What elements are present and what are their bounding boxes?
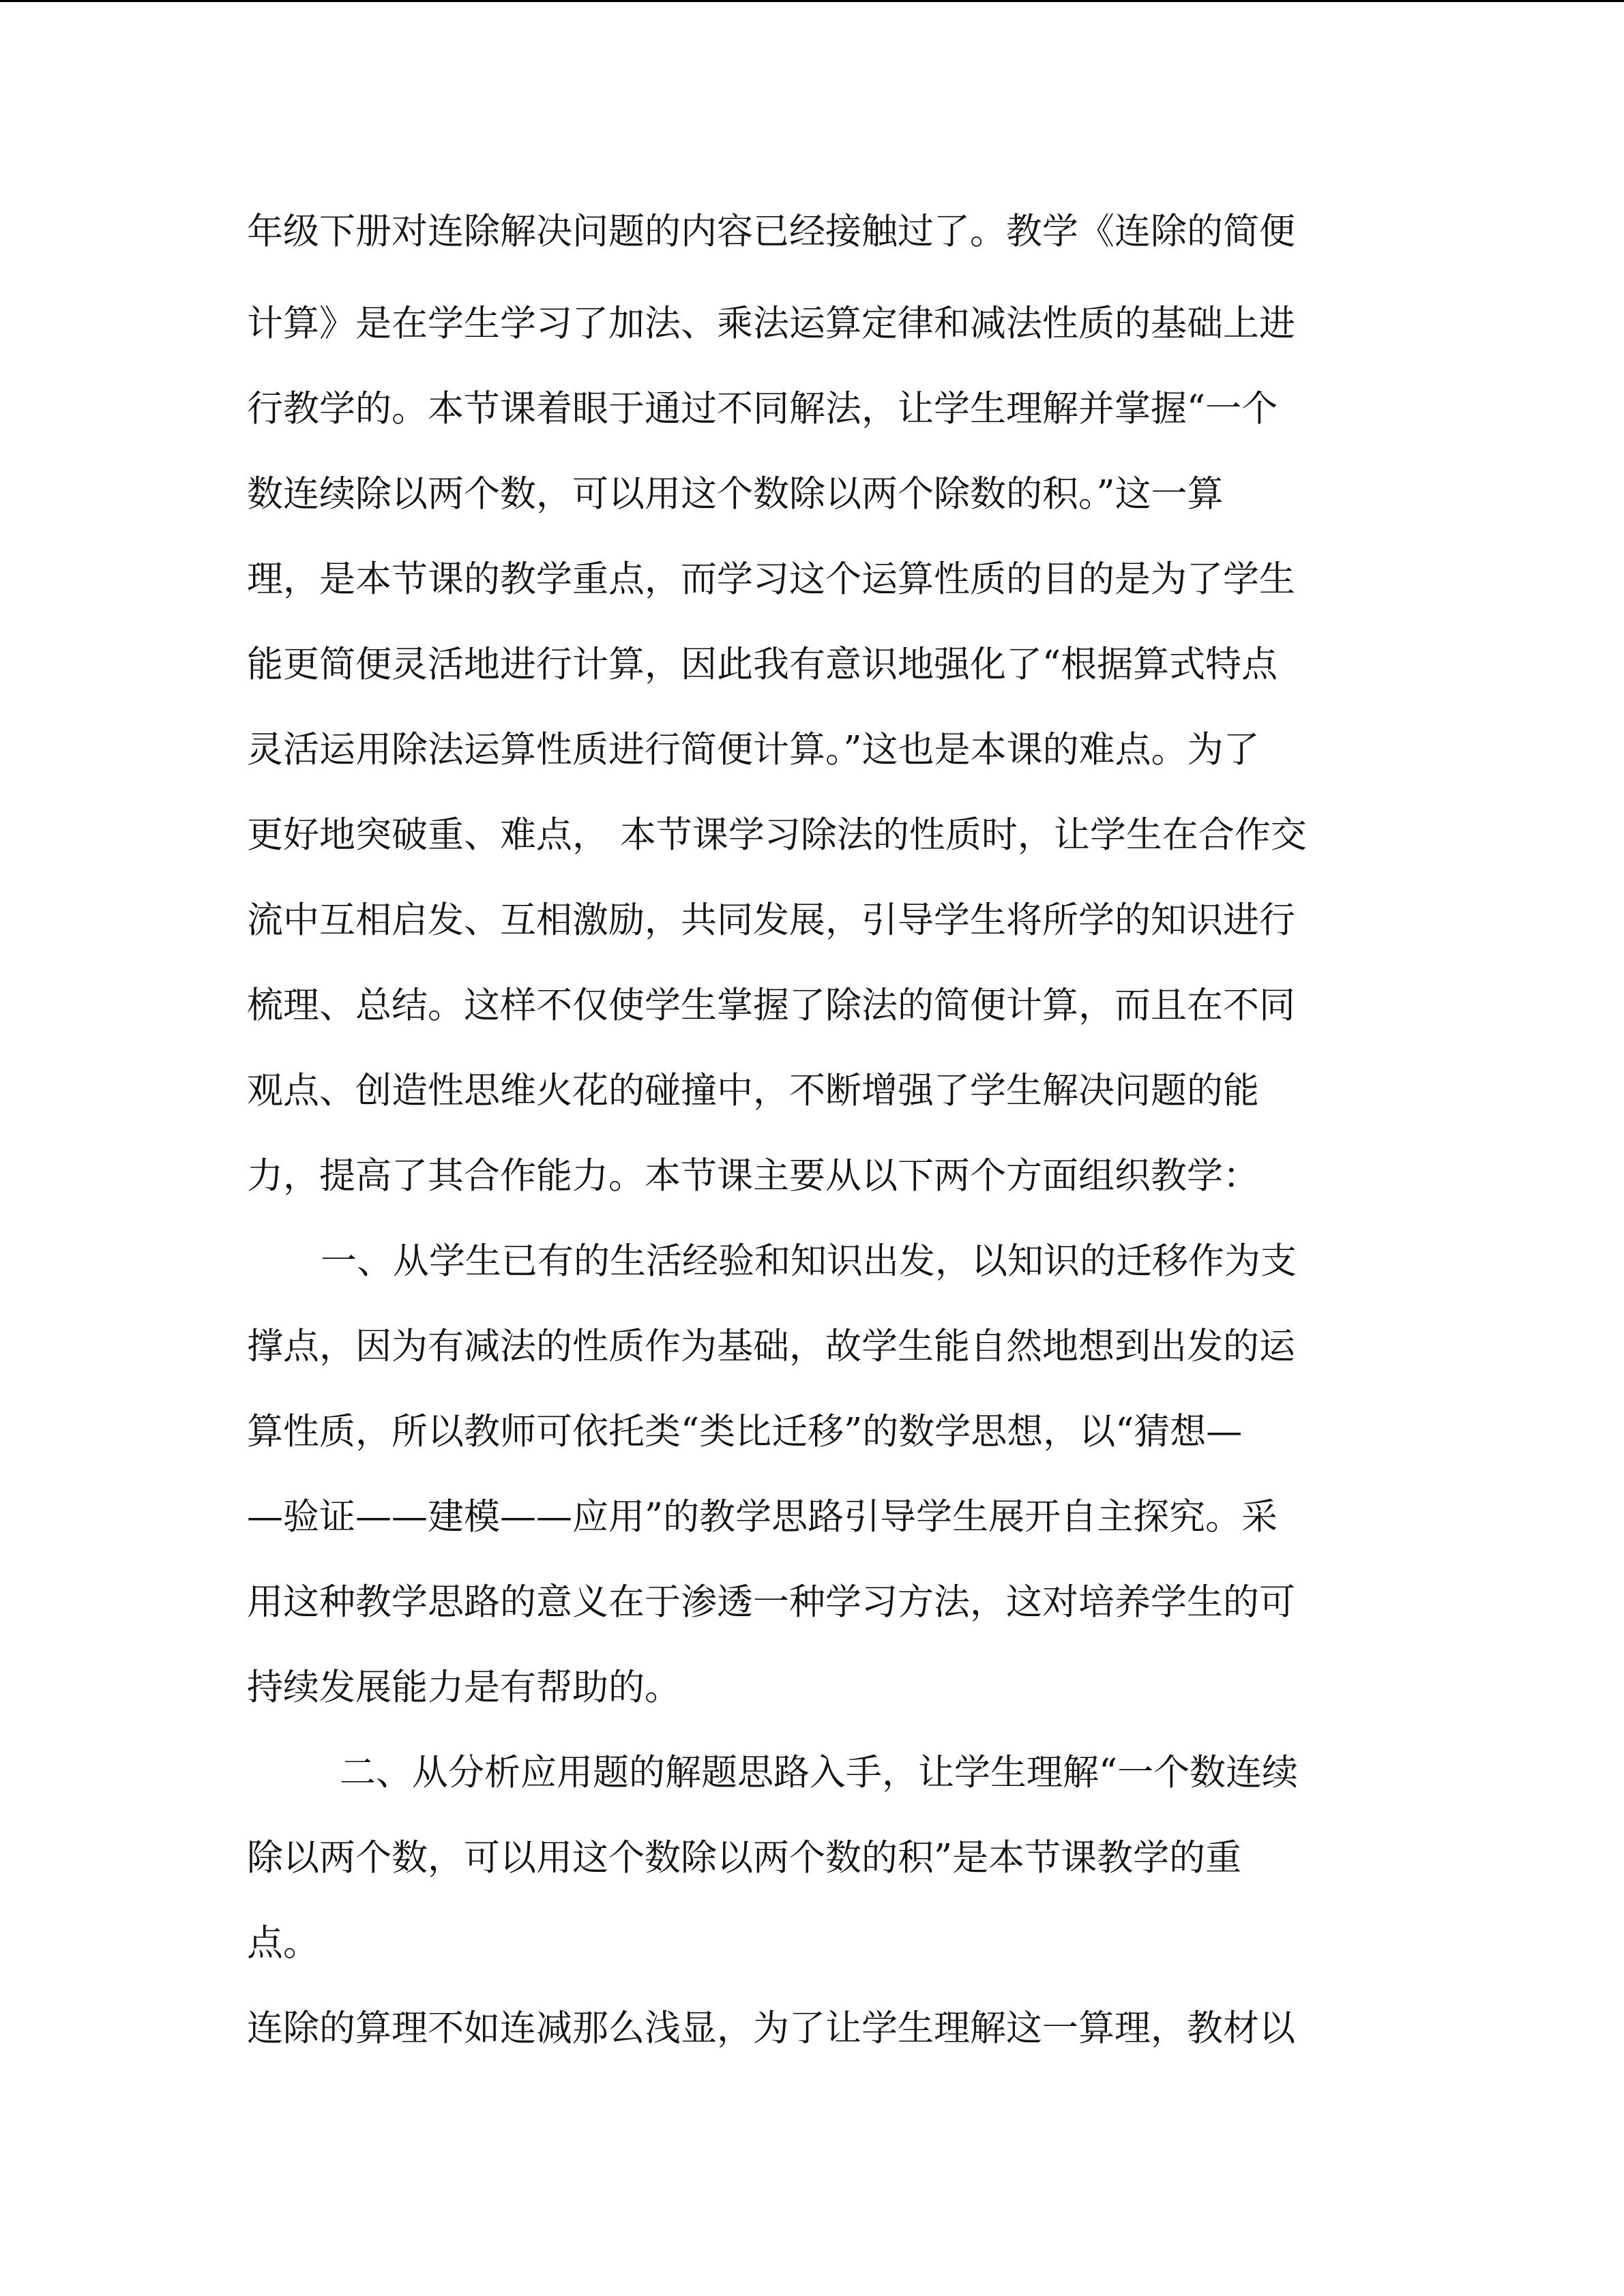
text-line: 更好地突破重、难点， 本节课学习除法的性质时，让学生在合作交: [247, 814, 1307, 856]
text-line: —验证——建模——应用”的教学思路引导学生展开自主探究。采: [247, 1496, 1278, 1538]
text-line: 理，是本节课的教学重点，而学习这个运算性质的目的是为了学生: [247, 558, 1295, 600]
text-line: 梳理、总结。这样不仅使学生掌握了除法的简便计算，而且在不同: [247, 985, 1295, 1026]
text-line: 连除的算理不如连减那么浅显，为了让学生理解这一算理，教材以: [247, 2008, 1295, 2049]
text-line: 除以两个数，可以用这个数除以两个数的积”是本节课教学的重: [247, 1837, 1242, 1879]
text-line: 撑点，因为有减法的性质作为基础，故学生能自然地想到出发的运: [247, 1326, 1295, 1367]
text-line: 灵活运用除法运算性质进行简便计算。”这也是本课的难点。为了: [247, 729, 1260, 771]
text-line: 点。: [247, 1922, 319, 1964]
paragraph-heading-2: 二、从分析应用题的解题思路入手，让学生理解“一个数连续: [340, 1752, 1299, 1793]
text-line: 数连续除以两个数，可以用这个数除以两个除数的积。”这一算: [247, 473, 1224, 515]
paragraph-heading-1: 一、从学生已有的生活经验和知识出发，以知识的迁移作为支: [321, 1240, 1297, 1282]
text-line: 用这种教学思路的意义在于渗透一种学习方法，这对培养学生的可: [247, 1581, 1295, 1623]
text-line: 计算》是在学生学习了加法、乘法运算定律和减法性质的基础上进: [247, 303, 1295, 344]
text-line: 年级下册对连除解决问题的内容已经接触过了。教学《连除的简便: [247, 211, 1295, 252]
text-line: 行教学的。本节课着眼于通过不同解法，让学生理解并掌握“一个: [247, 388, 1278, 430]
text-line: 流中互相启发、互相激励，共同发展，引导学生将所学的知识进行: [247, 899, 1295, 941]
text-line: 力，提高了其合作能力。本节课主要从以下两个方面组织教学：: [247, 1155, 1259, 1197]
text-line: 算性质，所以教师可依托类“类比迁移”的数学思想，以“猜想—: [247, 1411, 1243, 1452]
text-line: 观点、创造性思维火花的碰撞中，不断增强了学生解决问题的能: [247, 1070, 1259, 1112]
text-line: 持续发展能力是有帮助的。: [247, 1667, 681, 1708]
text-line: 能更简便灵活地进行计算，因此我有意识地强化了“根据算式特点: [247, 644, 1278, 685]
